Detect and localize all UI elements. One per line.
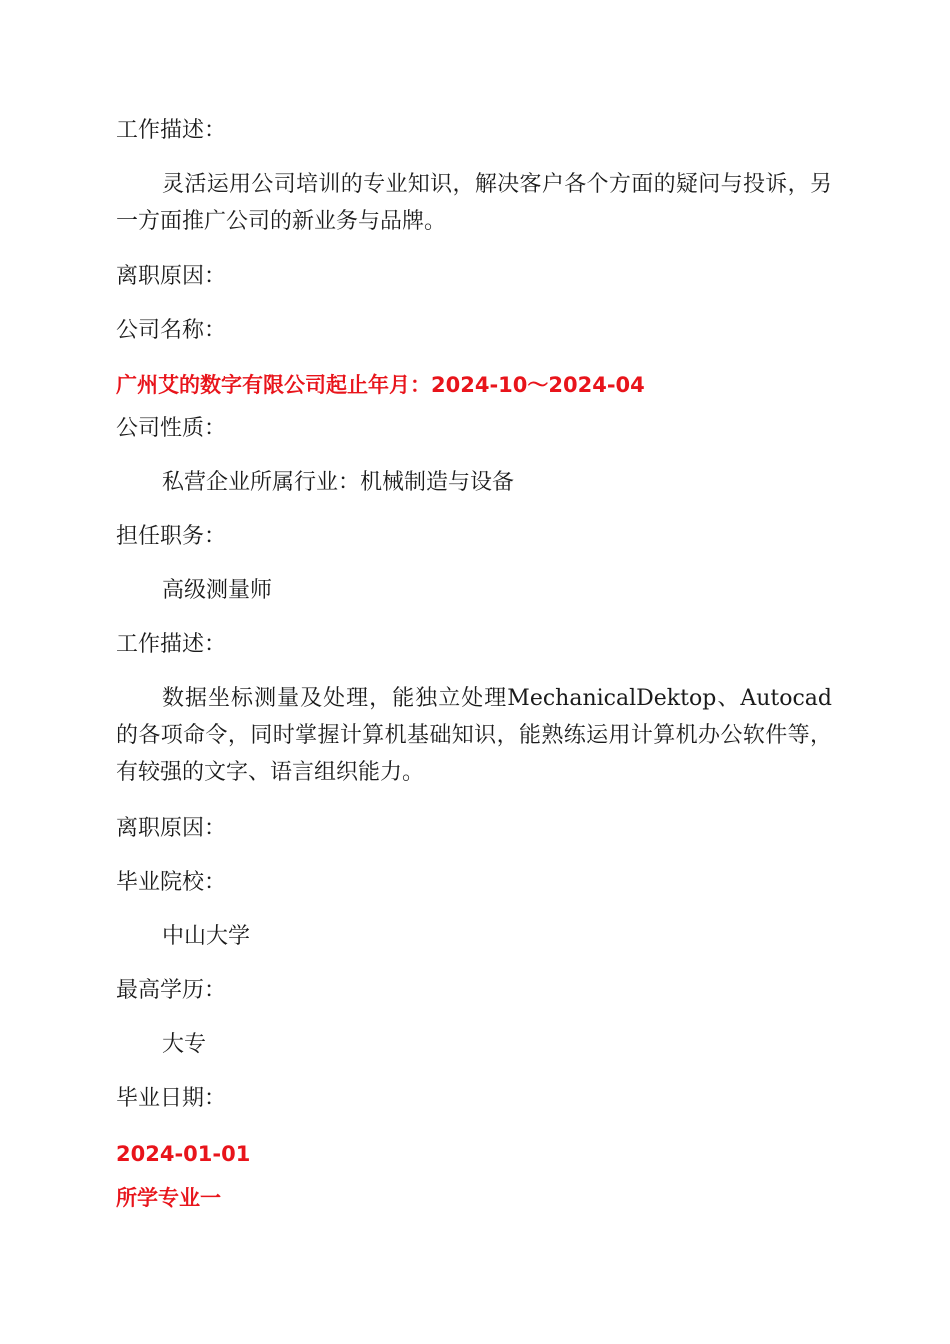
- work-description-text-2: 数据坐标测量及处理，能独立处理MechanicalDektop、Autocad的各项命令，同时掌握计算机基础知识，能熟练运用计算机办公软件等，有较强的文字、语言组织能力。: [116, 686, 832, 785]
- company-name-label: 公司名称：: [116, 318, 227, 343]
- company-name-highlight: 广州艾的数字有限公司起止年月：2024-10～2024-04: [116, 373, 645, 397]
- work-description-label-2: 工作描述：: [116, 632, 227, 657]
- leave-reason-label: 离职原因：: [116, 264, 227, 289]
- position-value: 高级测量师: [162, 578, 273, 603]
- major-highlight: 所学专业一: [116, 1186, 221, 1210]
- company-type-label: 公司性质：: [116, 416, 227, 441]
- degree-value: 大专: [162, 1032, 207, 1057]
- leave-reason-label-2: 离职原因：: [116, 816, 227, 841]
- degree-label: 最高学历：: [116, 978, 227, 1003]
- work-description-label: 工作描述：: [116, 118, 227, 143]
- work-description-text: 灵活运用公司培训的专业知识，解决客户各个方面的疑问与投诉，另一方面推广公司的新业务与品牌。: [116, 172, 832, 234]
- company-type-value: 私营企业所属行业：机械制造与设备: [162, 470, 515, 495]
- graduation-date-label: 毕业日期：: [116, 1086, 227, 1111]
- school-value: 中山大学: [162, 924, 251, 949]
- graduation-date-highlight: 2024-01-01: [116, 1142, 251, 1166]
- school-label: 毕业院校：: [116, 870, 227, 895]
- position-label: 担任职务：: [116, 524, 227, 549]
